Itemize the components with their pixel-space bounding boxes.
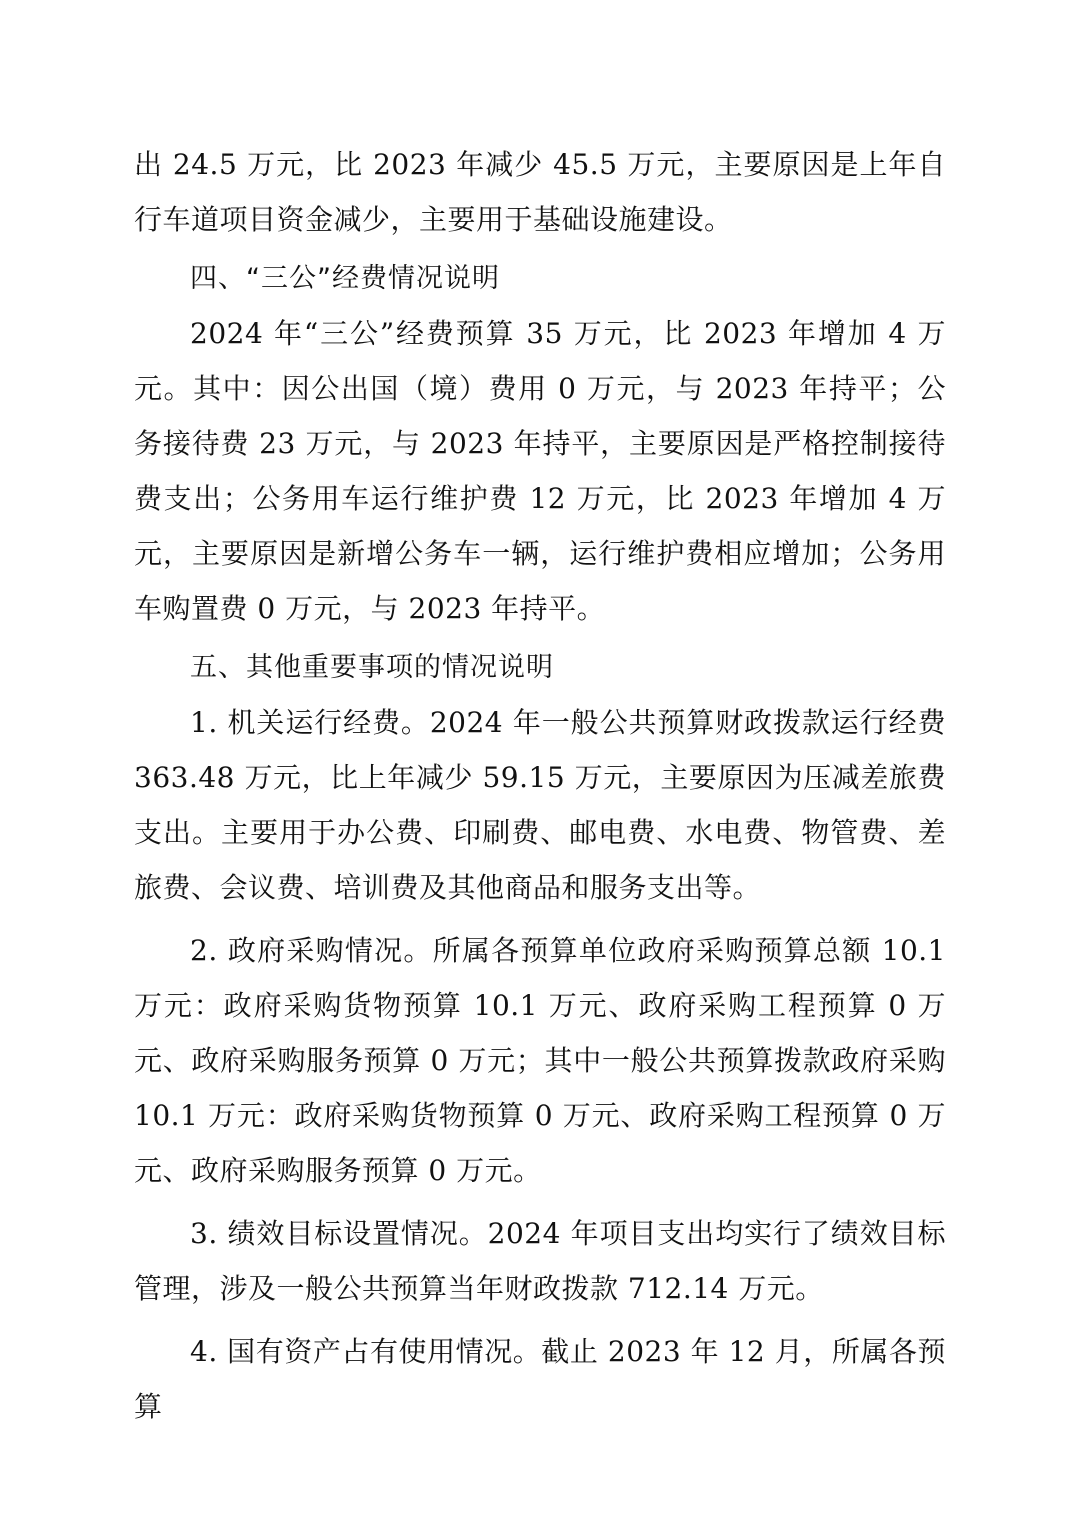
- paragraph-government-procurement: 2. 政府采购情况。所属各预算单位政府采购预算总额 10.1 万元：政府采购货物预算 10.1 万元、政府采购工程预算 0 万元、政府采购服务预算 0 万元；其中一般公共预算拨款政府采购 10.1 万元：政府采购货物预算 0 万元、政府采购工程预算 0 万元、政府采购服务预算 0 万元。: [134, 934, 946, 1187]
- section-heading-san-gong: 四、“三公”经费情况说明: [190, 263, 500, 294]
- section-heading-other-matters: 五、其他重要事项的情况说明: [190, 652, 554, 683]
- paragraph-performance-targets: 3. 绩效目标设置情况。2024 年项目支出均实行了绩效目标管理，涉及一般公共预算当年财政拨款 712.14 万元。: [134, 1217, 946, 1305]
- paragraph-state-assets: 4. 国有资产占有使用情况。截止 2023 年 12 月，所属各预算: [134, 1335, 946, 1423]
- paragraph-san-gong-budget: 2024 年“三公”经费预算 35 万元，比 2023 年增加 4 万元。其中：因公出国（境）费用 0 万元，与 2023 年持平；公务接待费 23 万元，与 2023 年持平，主要原因是严格控制接待费支出；公务用车运行维护费 12 万元，比 2023 年增加 4 万元，主要原因是新增公务车一辆，运行维护费相应增加；公务用车购置费 0 万元，与 2023 年持平。: [134, 317, 946, 625]
- document-page: [134, 137, 946, 1434]
- paragraph-continuation: 出 24.5 万元，比 2023 年减少 45.5 万元，主要原因是上年自行车道项目资金减少，主要用于基础设施建设。: [134, 148, 946, 236]
- paragraph-operating-funds: 1. 机关运行经费。2024 年一般公共预算财政拨款运行经费 363.48 万元，比上年减少 59.15 万元，主要原因为压减差旅费支出。主要用于办公费、印刷费、邮电费、水电费、物管费、差旅费、会议费、培训费及其他商品和服务支出等。: [134, 706, 946, 904]
